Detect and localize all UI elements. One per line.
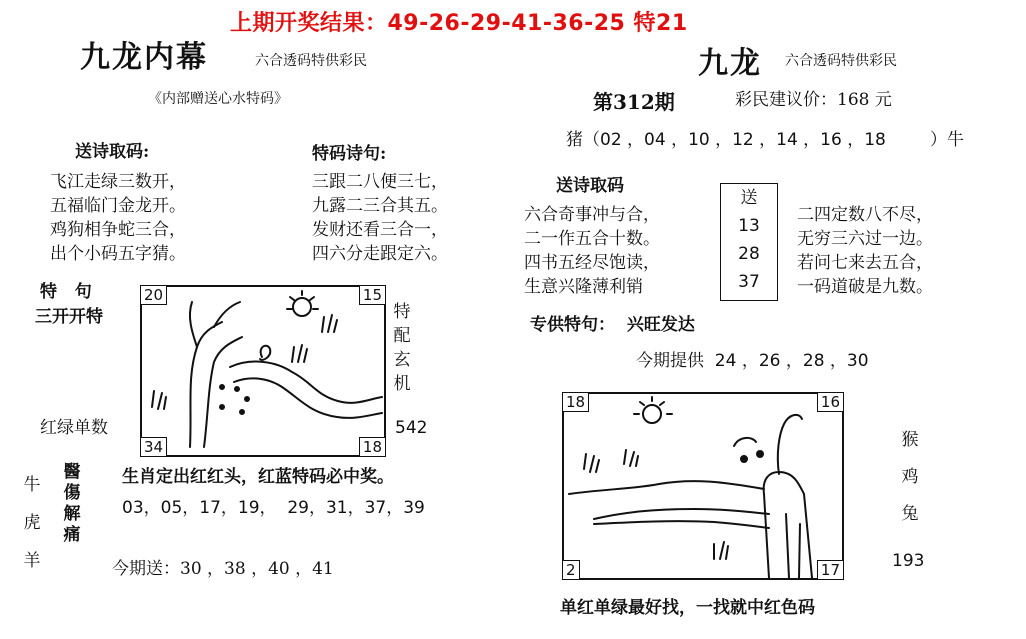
poem-line: 四六分走跟定六。 [312,244,448,264]
poem-line: 五福临门金龙开。 [50,196,186,216]
side-vertical-text [392,300,412,396]
left-pic-corner-bl: 34 [140,437,167,457]
price-label: 彩民建议价：168 元 [735,90,892,110]
left-title: 九龙内幕 [80,40,208,75]
zodiac-item: 兔 [901,504,919,524]
left-title-sub: 六合透码特供彩民 [255,53,367,69]
right-pic-corner-tl: 18 [562,392,589,412]
send-box-number: 13 [738,216,760,236]
special-phrase: 专供特句： 兴旺发达 [530,315,695,335]
poem-line: 鸡狗相争蛇三合， [50,220,186,240]
side-char: 特 [393,302,411,322]
poem-line: 九露二三合其五。 [312,196,448,216]
poem-line: 四书五经尽饱读， [524,253,660,273]
jie-label [58,462,86,546]
zodiac-item: 牛 [23,475,41,495]
right-poem-header: 送诗取码 [556,176,624,196]
send-box-number: 28 [738,244,760,264]
send-box [720,183,778,301]
side-char: 机 [393,374,411,394]
poem-line: 二四定数八不尽， [797,205,933,225]
zodiac-item: 猴 [901,430,919,450]
right-title: 九龙 [698,46,762,81]
right-side-number: 193 [892,551,925,571]
zodiac-left [22,466,42,580]
left-poem-header: 送诗取码: [75,142,150,162]
right-poem [524,203,660,299]
left-picture-drawing [142,287,384,455]
poem-line: 六合奇事冲与合， [524,205,660,225]
left-pic-corner-tl: 20 [140,285,167,305]
left-subtitle: 《内部赠送心水特码》 [148,91,288,107]
issue-number: 第312期 [593,90,675,114]
poem-line: 三跟二八便三七， [312,172,448,192]
jie-char: 醫 [63,462,81,482]
last-result-banner: 上期开奖结果：49-26-29-41-36-25 特21 [230,11,688,36]
sun-icon [293,298,311,316]
send-box-number: 37 [738,272,760,292]
tejv-value: 三开开特 [35,307,103,327]
zodiac-item: 羊 [23,551,41,571]
numbers-line: 03，05，17，19， 29，31，37，39 [122,498,425,518]
tree-trunk [204,337,242,447]
right-pic-corner-br: 17 [817,560,844,580]
sun-icon [643,405,661,423]
tejv-label: 特 句 [40,282,92,302]
tree-branch [190,302,197,347]
today-send: 今期送：30 ，38 ，40 ，41 [112,559,334,579]
poem-line: 无穷三六过一边。 [797,229,933,249]
poem-line: 出个小码五字猜。 [50,244,186,264]
right-bottom-line: 单红单绿最好找，一找就中红色码 [560,598,815,618]
left-pic-corner-tr: 15 [359,285,386,305]
tema-poem [312,170,448,266]
poem-line: 生意兴隆薄利销 [524,277,643,297]
shengxiao-line: 生肖定出红红头，红蓝特码必中奖。 [122,467,394,487]
left-pic-corner-br: 18 [359,437,386,457]
left-side-number: 542 [395,418,428,438]
poem-line: 发财还看三合一， [312,220,448,240]
jie-char: 解 [63,504,81,524]
pig-line: 猪（02 ，04 ，10 ，12 ，14 ，16 ，18 [566,130,886,150]
right-title-sub: 六合透码特供彩民 [785,53,897,69]
poem-line: 若问七来去五合， [797,253,933,273]
jie-char: 傷 [63,483,81,503]
today-offer: 今期提供 24 ，26 ，28 ，30 [636,351,869,371]
zodiac-item: 鸡 [901,467,919,487]
poem-line: 一码道破是九数。 [797,277,933,297]
right-picture-drawing [564,394,842,578]
jie-char: 痛 [63,525,81,545]
poem-line: 飞江走绿三数开， [50,172,186,192]
hong-lv-label: 红绿单数 [40,418,108,438]
side-char: 玄 [393,350,411,370]
left-poem [50,170,186,266]
pig-line-end: ）牛 [930,130,964,150]
right-poem-2 [797,203,933,299]
right-pic-corner-tr: 16 [817,392,844,412]
left-picture [140,285,386,457]
tema-header: 特码诗句: [312,144,387,164]
side-char: 配 [393,326,411,346]
zodiac-item: 虎 [23,513,41,533]
poem-line: 二一作五合十数。 [524,229,660,249]
zodiac-right [900,422,920,533]
send-box-label: 送 [740,188,758,208]
right-picture [562,392,844,580]
right-pic-corner-bl: 2 [562,560,580,580]
